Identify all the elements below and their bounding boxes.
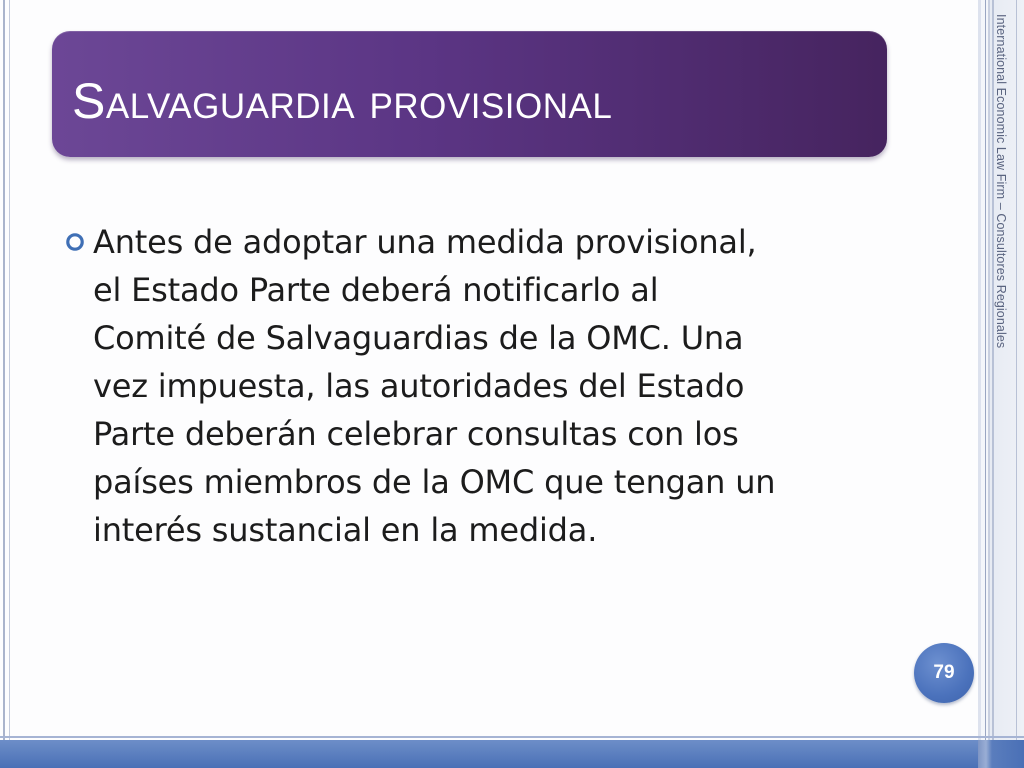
left-frame-line <box>3 0 5 740</box>
right-frame-line <box>985 0 986 740</box>
ring-bullet-icon <box>64 231 86 253</box>
bullet-text-line: interés sustancial en la medida. <box>93 511 598 549</box>
title-banner <box>52 31 887 157</box>
bottom-divider <box>0 736 1024 738</box>
bottom-bar-corner <box>978 740 1024 768</box>
bullet-text-line: vez impuesta, las autoridades del Estado <box>93 367 745 405</box>
bullet-text <box>93 218 883 554</box>
bullet-text-line: países miembros de la OMC que tengan un <box>93 463 776 501</box>
bullet-text-line: Antes de adoptar una medida provisional, <box>93 223 757 261</box>
bullet-text-line: Parte deberán celebrar consultas con los <box>93 415 739 453</box>
bottom-bar <box>0 740 1024 768</box>
right-frame-line <box>1016 0 1017 740</box>
bullet-text-line: el Estado Parte deberá notificarlo al <box>93 271 659 309</box>
left-frame-line-inner <box>9 0 10 740</box>
vertical-footer-text: International Economic Law Firm – Consultores Regionales <box>994 14 1008 349</box>
slide-title: Salvaguardia provisional <box>72 73 613 129</box>
bullet-text-line: Comité de Salvaguardias de la OMC. Una <box>93 319 744 357</box>
page-number-badge: 79 <box>914 643 974 703</box>
